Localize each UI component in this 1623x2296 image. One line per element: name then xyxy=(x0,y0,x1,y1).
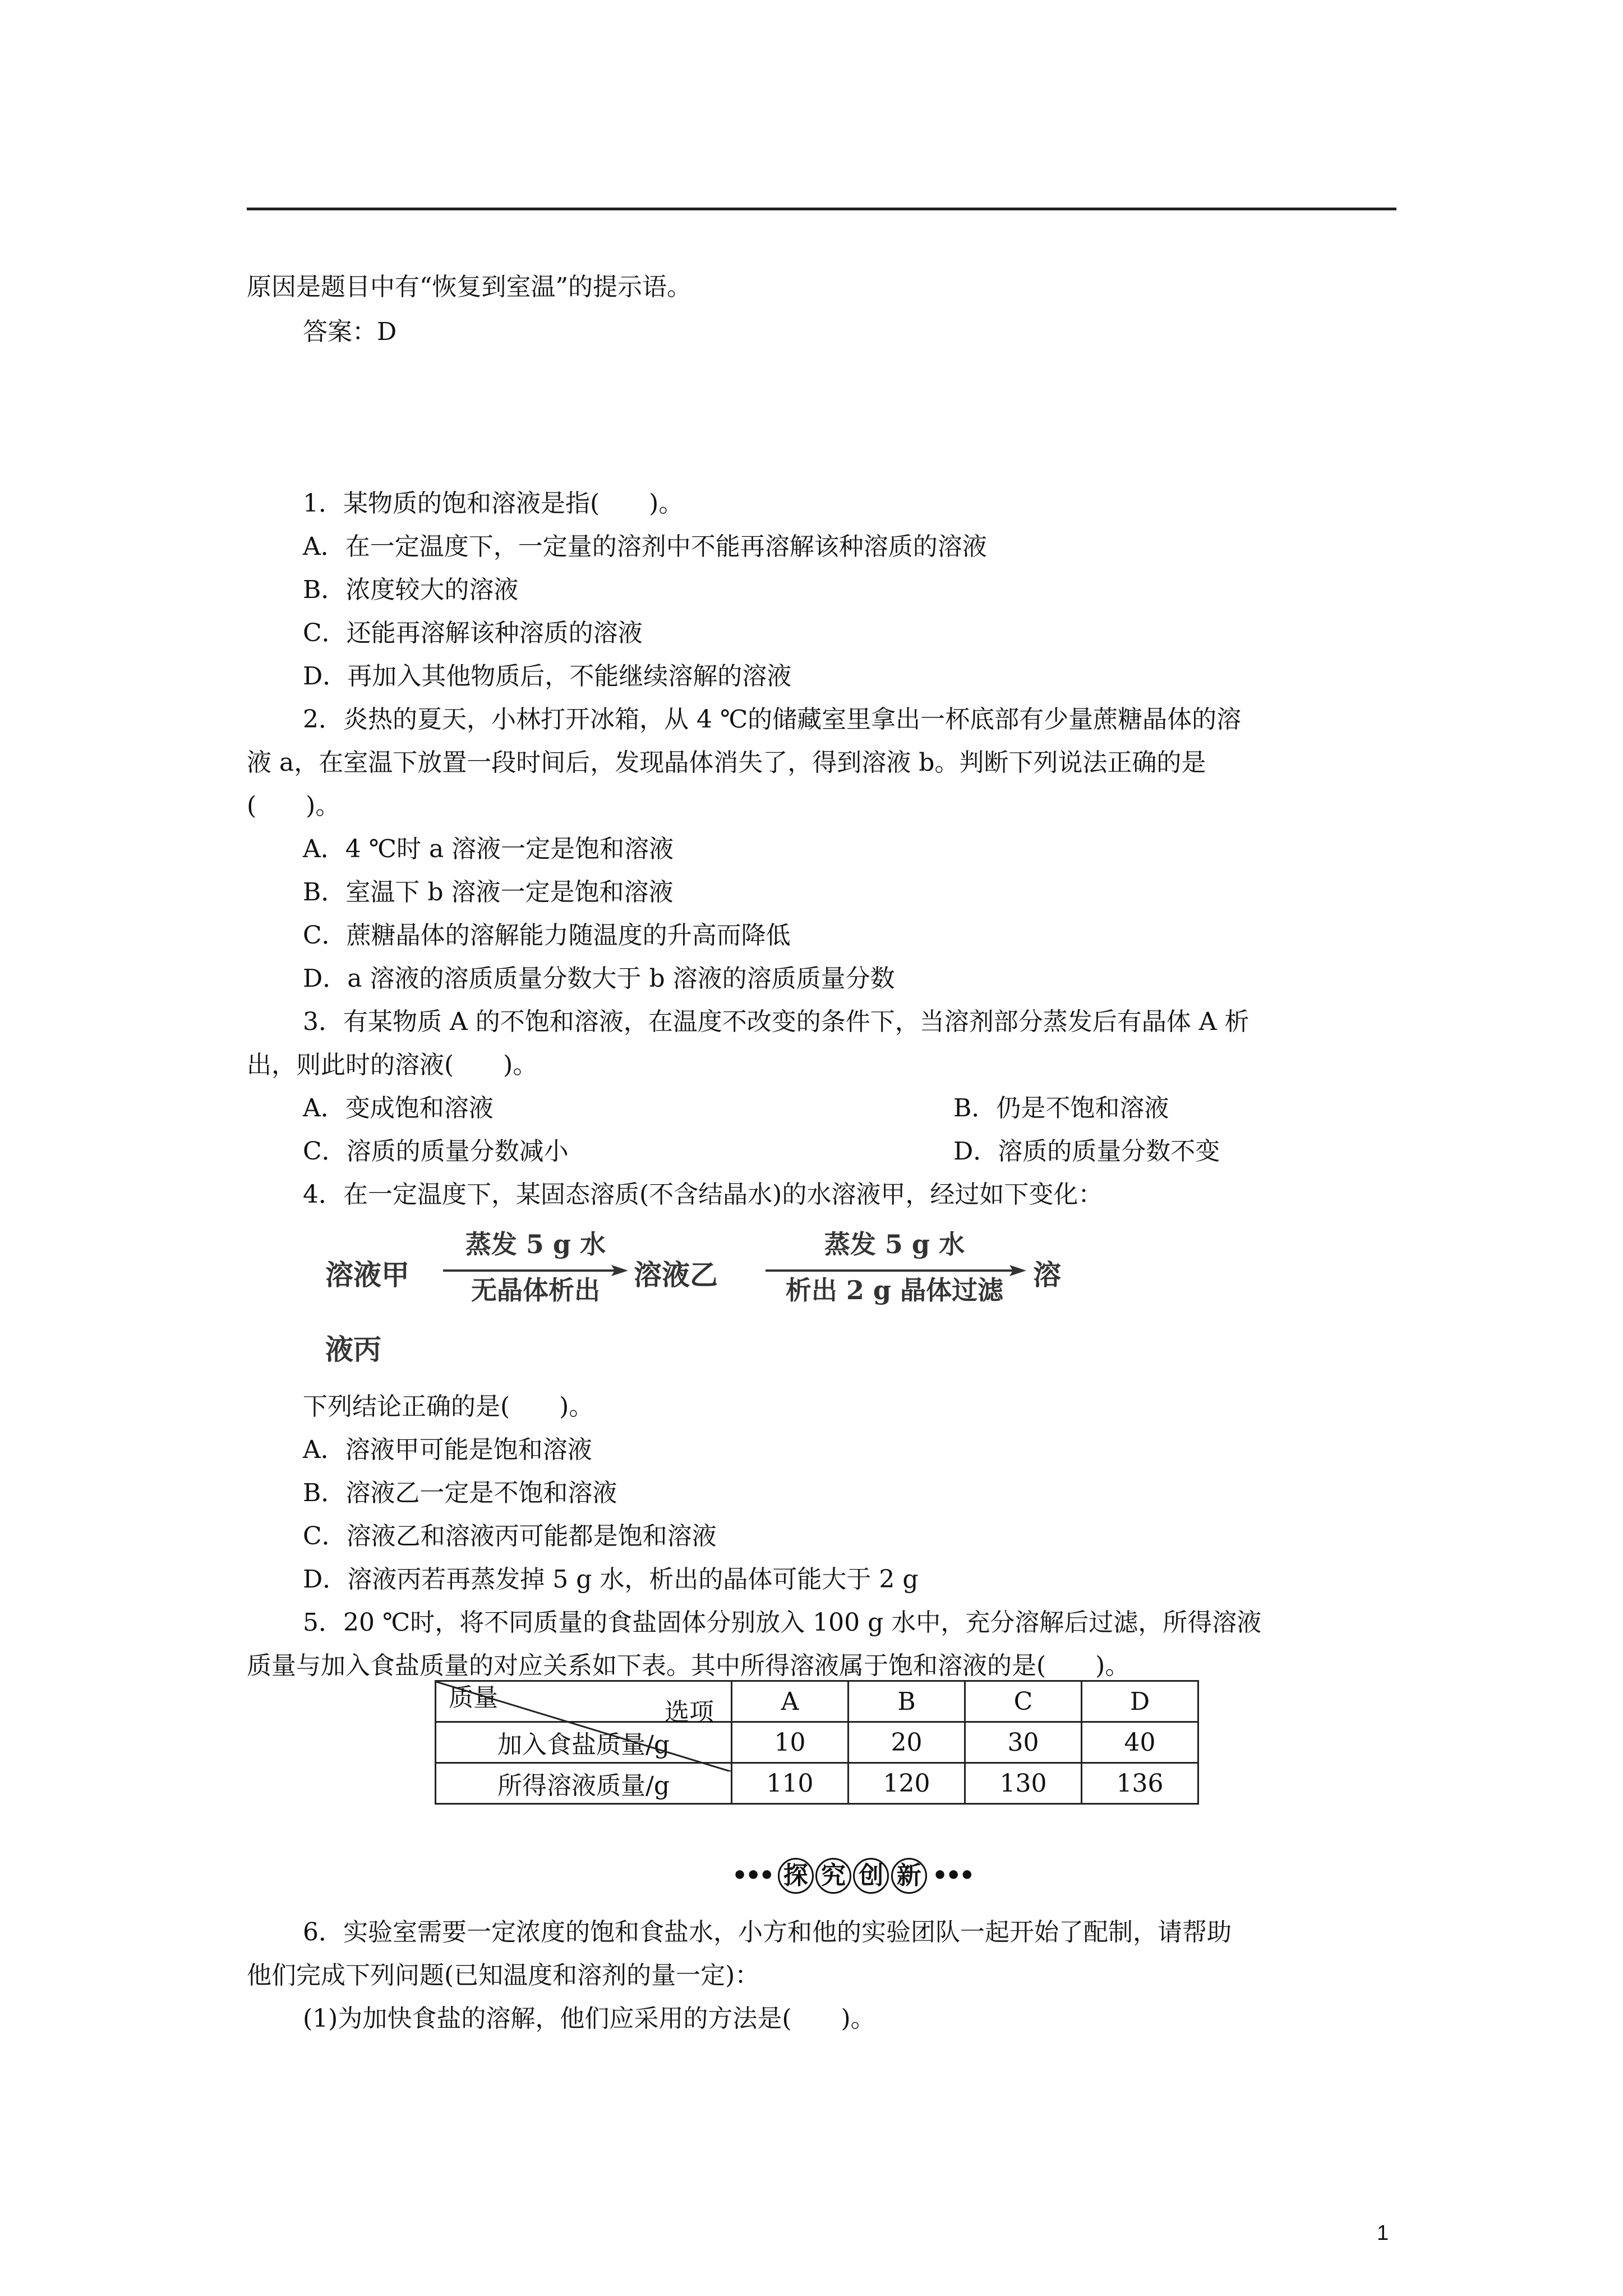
q3-option-d: D．溶质的质量分数不变 xyxy=(953,1137,1220,1166)
q1-option-b: B．浓度较大的溶液 xyxy=(303,576,519,604)
banner-dots-left: ••• xyxy=(732,1861,773,1890)
corner-label-option: 选项 xyxy=(665,1698,714,1727)
q2-stem-line2: 液 a，在室温下放置一段时间后，发现晶体消失了，得到溶液 b。判断下列说法正确的是 xyxy=(247,748,1206,777)
q2-option-a: A．4 ℃时 a 溶液一定是饱和溶液 xyxy=(303,835,674,863)
table-cell: 130 xyxy=(965,1763,1082,1804)
header-rule xyxy=(247,208,1396,210)
page-number: 1 xyxy=(1377,2221,1389,2245)
scheme-arrow1-top-label: 蒸发 5 g 水 xyxy=(465,1229,606,1259)
table-cell: 20 xyxy=(849,1722,965,1763)
scheme-arrow1-bottom-label: 无晶体析出 xyxy=(471,1275,600,1305)
banner-char: 新 xyxy=(891,1858,927,1894)
row-label-solution-mass: 所得溶液质量/g xyxy=(436,1763,732,1804)
q4-option-c: C．溶液乙和溶液丙可能都是饱和溶液 xyxy=(303,1522,717,1550)
banner-char: 探 xyxy=(778,1858,814,1894)
q2-option-c: C．蔗糖晶体的溶解能力随温度的升高而降低 xyxy=(303,921,791,950)
q3-stem-line2: 出，则此时的溶液( )。 xyxy=(247,1051,538,1079)
q3-option-a: A．变成饱和溶液 xyxy=(303,1094,494,1122)
q4-prompt: 下列结论正确的是( )。 xyxy=(303,1392,594,1421)
q3-stem-line1: 3．有某物质 A 的不饱和溶液，在温度不改变的条件下，当溶剂部分蒸发后有晶体 A 析 xyxy=(303,1007,1249,1036)
q4-option-d: D．溶液丙若再蒸发掉 5 g 水，析出的晶体可能大于 2 g xyxy=(303,1565,919,1594)
q6-stem-line2: 他们完成下列问题(已知温度和溶剂的量一定)： xyxy=(247,1961,760,1990)
scheme-arrow2 xyxy=(766,1262,1026,1279)
section-banner-explore-innovate xyxy=(732,1858,972,1894)
table-cell: 136 xyxy=(1082,1763,1198,1804)
table-cell: 10 xyxy=(732,1722,849,1763)
prev-answer-explanation: 原因是题目中有“恢复到室温”的提示语。 xyxy=(247,273,691,301)
scheme-solution-jia: 溶液甲 xyxy=(325,1258,409,1291)
table-header-b: B xyxy=(849,1681,965,1722)
scheme-arrow1 xyxy=(443,1262,628,1279)
q4-option-b: B．溶液乙一定是不饱和溶液 xyxy=(303,1479,617,1507)
banner-dots-right: ••• xyxy=(932,1861,973,1890)
q2-option-d: D．a 溶液的溶质质量分数大于 b 溶液的溶质质量分数 xyxy=(303,964,895,993)
scheme-solution-bing-start: 溶 xyxy=(1033,1258,1061,1291)
table-cell: 40 xyxy=(1082,1722,1198,1763)
banner-char: 创 xyxy=(853,1858,889,1894)
scheme-solution-bing-end: 液丙 xyxy=(325,1333,381,1366)
table-header-a: A xyxy=(732,1681,849,1722)
scheme-arrow2-bottom-label: 析出 2 g 晶体过滤 xyxy=(785,1275,1004,1305)
salt-mass-table xyxy=(435,1680,1199,1805)
q6-subquestion-1: (1)为加快食盐的溶解，他们应采用的方法是( )。 xyxy=(303,2004,875,2033)
q1-stem: 1．某物质的饱和溶液是指( )。 xyxy=(303,489,684,518)
q5-stem-line2: 质量与加入食盐质量的对应关系如下表。其中所得溶液属于饱和溶液的是( )。 xyxy=(247,1651,1130,1680)
table-header-row xyxy=(436,1681,1198,1722)
q2-stem-line1: 2．炎热的夏天，小林打开冰箱，从 4 ℃的储藏室里拿出一杯底部有少量蔗糖晶体的溶 xyxy=(303,705,1242,734)
q1-option-c: C．还能再溶解该种溶质的溶液 xyxy=(303,619,643,647)
table-cell: 110 xyxy=(732,1763,849,1804)
row-label-salt-added: 加入食盐质量/g xyxy=(436,1722,732,1763)
table-corner-cell xyxy=(436,1681,732,1727)
q4-stem: 4．在一定温度下，某固态溶质(不含结晶水)的水溶液甲，经过如下变化： xyxy=(303,1180,1103,1209)
corner-label-mass: 质量 xyxy=(449,1683,498,1712)
q4-option-a: A．溶液甲可能是饱和溶液 xyxy=(303,1435,592,1464)
q5-stem-line1: 5．20 ℃时，将不同质量的食盐固体分别放入 100 g 水中，充分溶解后过滤，所得溶液 xyxy=(303,1608,1262,1637)
prev-answer: 答案：D xyxy=(303,318,397,346)
q2-option-b: B．室温下 b 溶液一定是饱和溶液 xyxy=(303,878,674,907)
q3-option-c: C．溶质的质量分数减小 xyxy=(303,1137,569,1166)
table-header-d: D xyxy=(1082,1681,1198,1722)
table-header-c: C xyxy=(965,1681,1082,1722)
scheme-arrow2-top-label: 蒸发 5 g 水 xyxy=(824,1229,965,1259)
table-cell: 30 xyxy=(965,1722,1082,1763)
q6-stem-line1: 6．实验室需要一定浓度的饱和食盐水，小方和他的实验团队一起开始了配制，请帮助 xyxy=(303,1918,1232,1947)
table-cell: 120 xyxy=(849,1763,965,1804)
q1-option-a: A．在一定温度下，一定量的溶剂中不能再溶解该种溶质的溶液 xyxy=(303,532,987,561)
q2-stem-line3: ( )。 xyxy=(247,792,340,820)
q3-option-b: B．仍是不饱和溶液 xyxy=(953,1094,1169,1122)
q1-option-d: D．再加入其他物质后，不能继续溶解的溶液 xyxy=(303,662,792,691)
banner-char: 究 xyxy=(815,1858,851,1894)
scheme-solution-yi: 溶液乙 xyxy=(634,1258,718,1291)
